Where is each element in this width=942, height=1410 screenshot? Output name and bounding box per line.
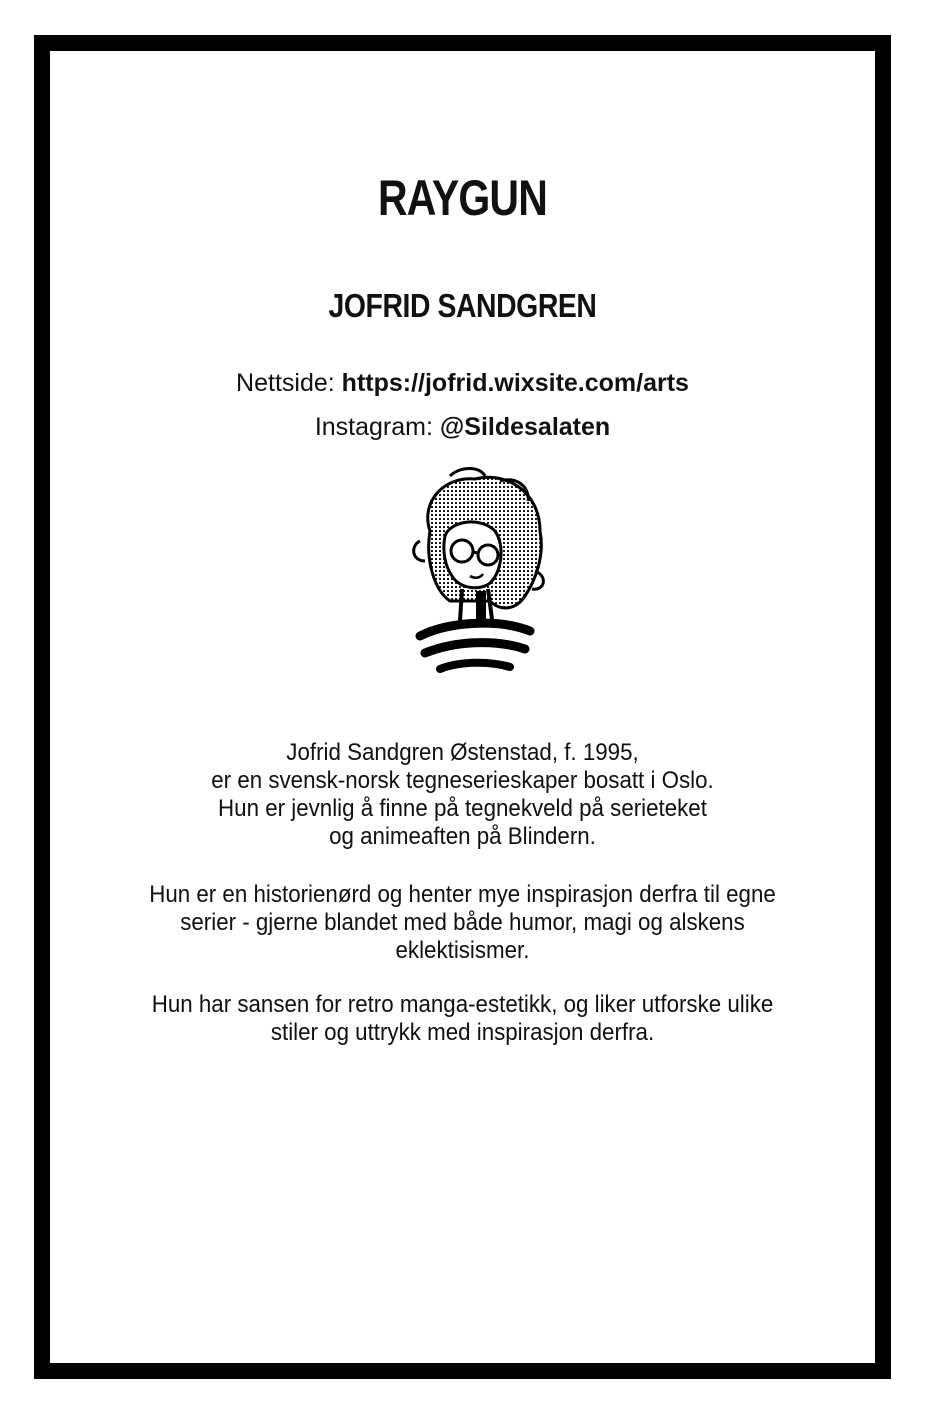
bio-line: stiler og uttrykk med inspirasjon derfra. <box>270 1019 655 1046</box>
instagram-handle[interactable]: @Sildesalaten <box>439 413 611 441</box>
instagram-line <box>50 413 875 442</box>
page-frame <box>34 35 891 1379</box>
bio-paragraph-2 <box>116 881 809 965</box>
bio-line: er en svensk-norsk tegneserieskaper bosatt i Oslo. <box>211 767 714 794</box>
instagram-label: Instagram: <box>314 413 433 441</box>
website-line <box>50 369 875 398</box>
bio-line: Jofrid Sandgren Østenstad, f. 1995, <box>286 739 639 766</box>
bio-paragraph-1 <box>116 739 809 851</box>
bio-paragraph-3 <box>116 991 809 1047</box>
bio-line: serier - gjerne blandet med både humor, magi og alskens <box>180 909 745 936</box>
cartoon-self-portrait-icon <box>390 461 550 686</box>
bio-line: Hun har sansen for retro manga-estetikk, og liker utforske ulike <box>151 991 774 1018</box>
website-link[interactable]: https://jofrid.wixsite.com/arts <box>341 369 689 397</box>
page-title: RAYGUN <box>378 170 547 226</box>
bio-line: og animeaften på Blindern. <box>329 823 596 850</box>
bio-line: Hun er en historienørd og henter mye inspirasjon derfra til egne <box>149 881 776 908</box>
author-name: JOFRID SANDGREN <box>328 287 597 324</box>
website-label: Nettside: <box>236 369 335 397</box>
bio-line: Hun er jevnlig å finne på tegnekveld på serieteket <box>218 795 707 822</box>
bio-line: eklektisismer. <box>395 937 530 964</box>
